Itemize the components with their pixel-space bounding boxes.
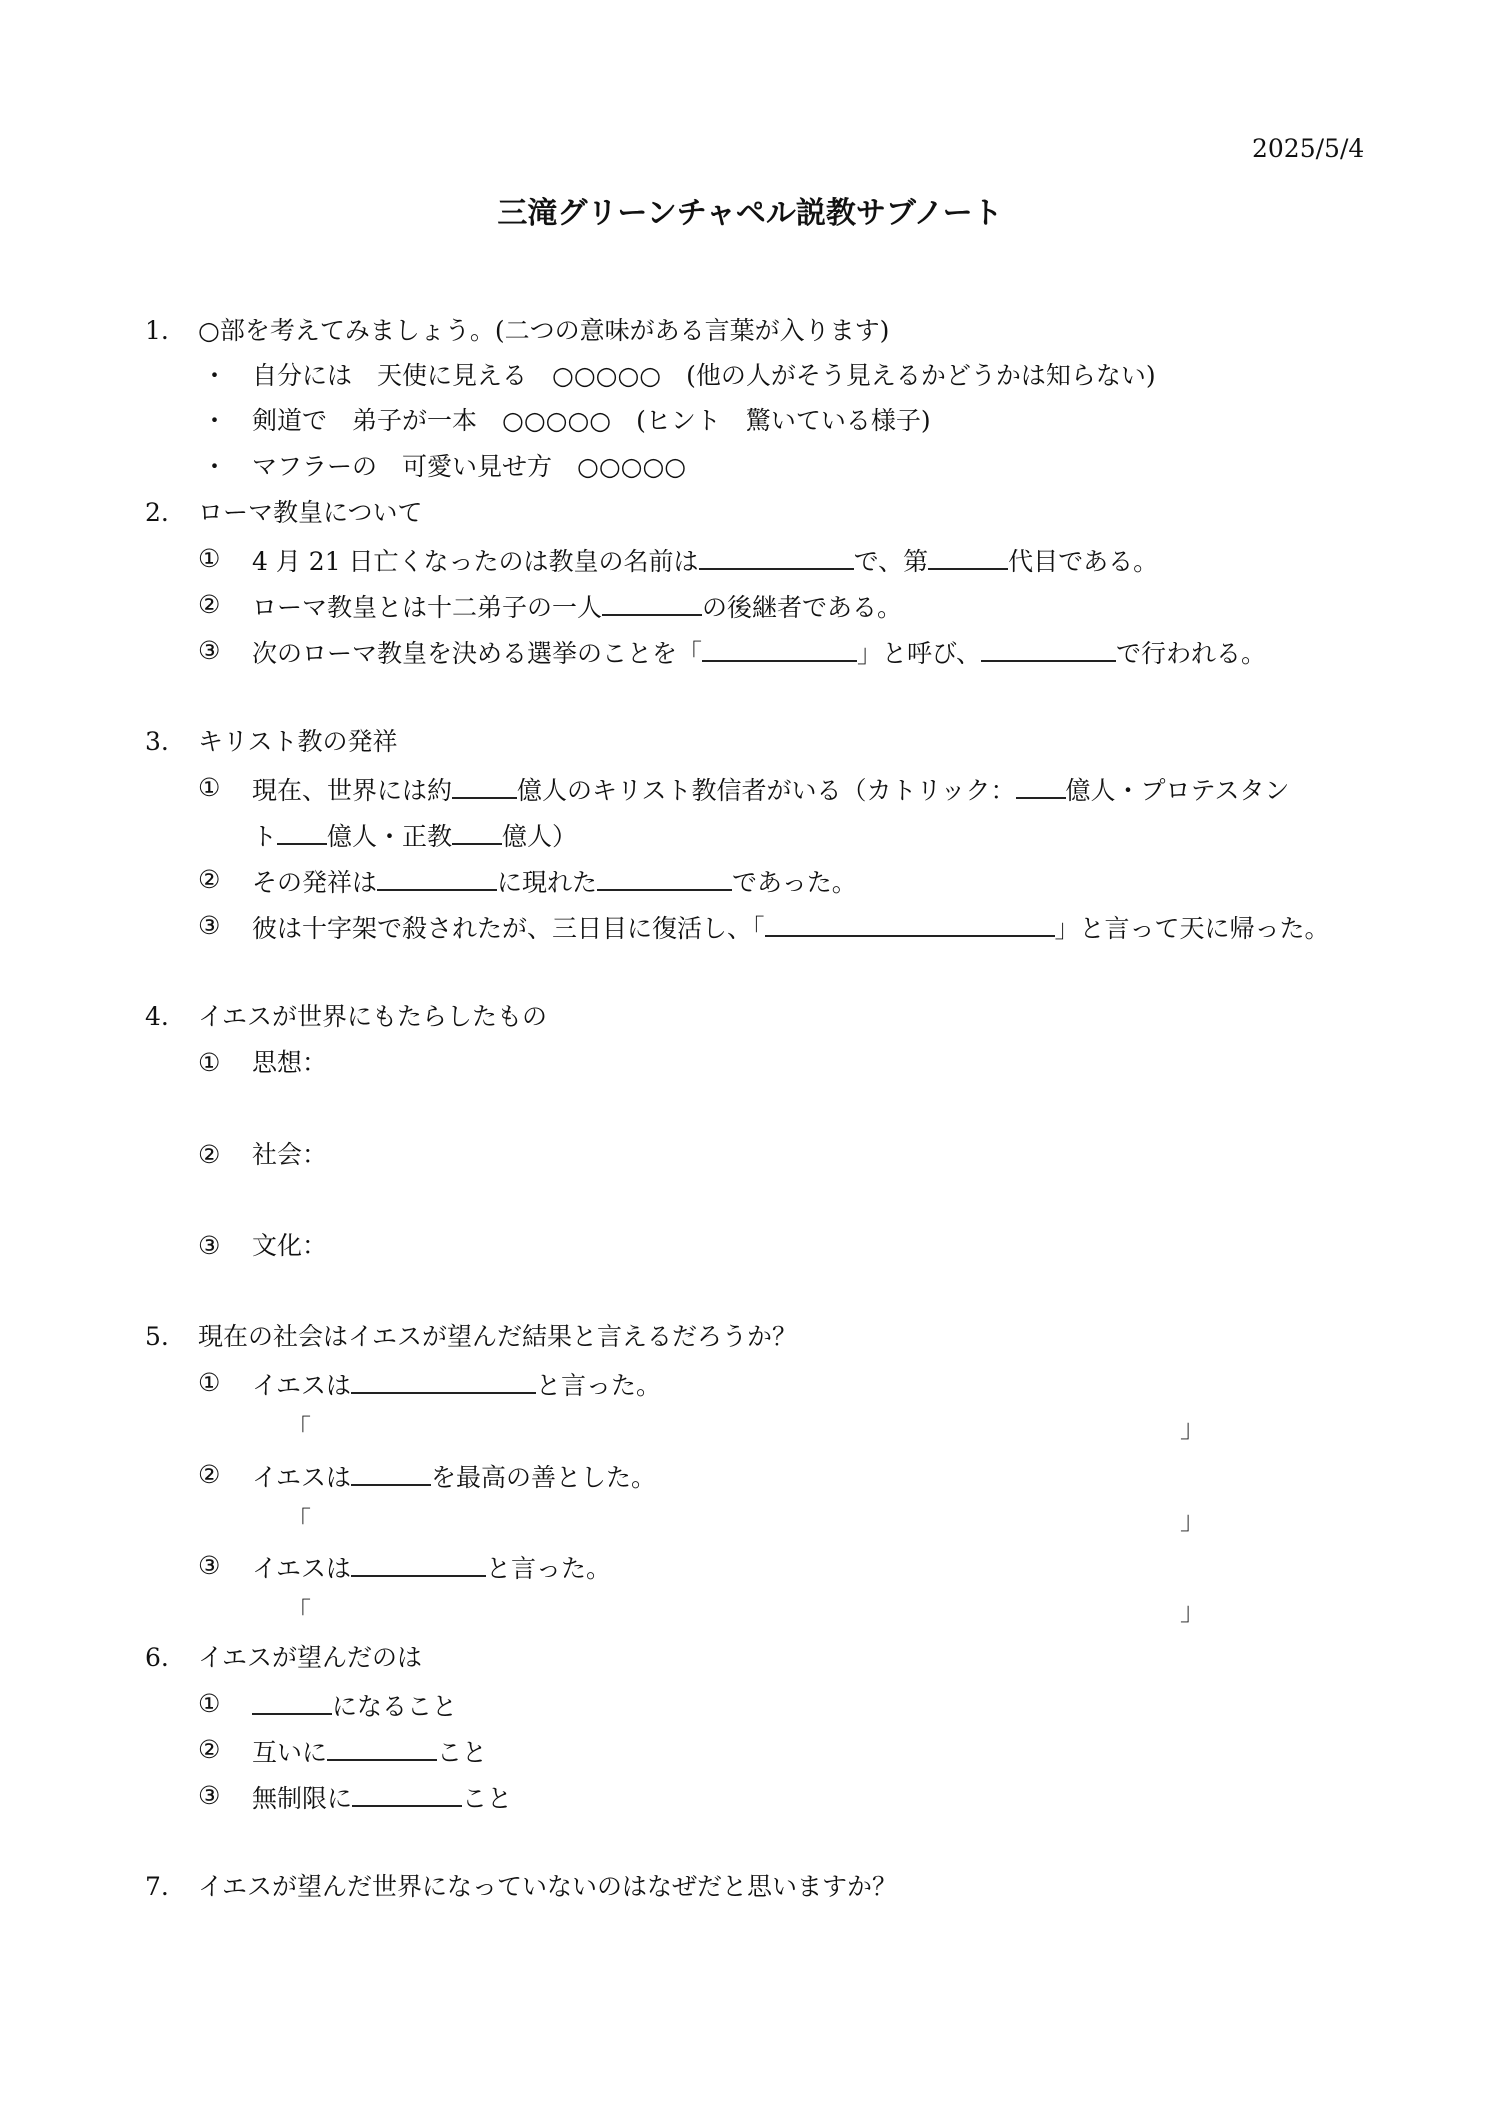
answer-blank[interactable] xyxy=(928,542,1008,570)
answer-blank[interactable] xyxy=(597,863,732,891)
answer-blank[interactable] xyxy=(352,1779,462,1807)
q2-item-2-mark: ② xyxy=(198,590,221,619)
answer-blank[interactable] xyxy=(351,1549,486,1577)
q2-item-2: ローマ教皇とは十二弟子の一人 の後継者である。 xyxy=(252,588,902,625)
quote-open: 「 xyxy=(286,1414,312,1443)
q6-item-3: 無制限に こと xyxy=(252,1779,512,1816)
q3-item-2-mark: ② xyxy=(198,865,221,894)
q5-item-1: イエスは と言った。 xyxy=(252,1366,661,1403)
answer-blank[interactable] xyxy=(981,634,1116,662)
q3-item-1-cont: ト 億人・正教 億人） xyxy=(252,817,577,854)
q2-item-3-mark: ③ xyxy=(198,636,221,665)
q1-item-3: マフラーの 可愛い見せ方 ○○○○○ xyxy=(252,452,687,481)
answer-blank[interactable] xyxy=(452,771,517,799)
q5-item-2: イエスは を最高の善とした。 xyxy=(252,1458,656,1495)
q6-item-2: 互いに こと xyxy=(252,1733,487,1770)
q2-item-1: 4 月 21 日亡くなったのは教皇の名前は で、第 代目である。 xyxy=(252,542,1158,579)
q5-item-1-mark: ① xyxy=(198,1368,221,1397)
q2-item-1-mark: ① xyxy=(198,544,221,573)
q5-heading: 現在の社会はイエスが望んだ結果と言えるだろうか？ xyxy=(198,1322,798,1351)
quote-open: 「 xyxy=(286,1506,312,1535)
q6-item-2-mark: ② xyxy=(198,1735,221,1764)
quote-close: 」 xyxy=(1180,1597,1206,1626)
answer-blank[interactable] xyxy=(452,817,502,845)
q4-item-1-label: 思想： xyxy=(252,1048,328,1077)
answer-blank[interactable] xyxy=(351,1366,536,1394)
quote-open: 「 xyxy=(286,1597,312,1626)
q6-item-1: になること xyxy=(252,1687,457,1724)
q3-heading: キリスト教の発祥 xyxy=(198,727,398,756)
q3-item-3: 彼は十字架で殺されたが、三日目に復活し、「 」と言って天に帰った。 xyxy=(252,909,1330,946)
quote-close: 」 xyxy=(1180,1506,1206,1535)
q7-heading: イエスが望んだ世界になっていないのはなぜだと思いますか？ xyxy=(198,1872,898,1901)
answer-blank[interactable] xyxy=(351,1458,431,1486)
answer-blank[interactable] xyxy=(1016,771,1066,799)
q6-item-1-mark: ① xyxy=(198,1689,221,1718)
answer-blank[interactable] xyxy=(327,1733,437,1761)
q1-item-1: 自分には 天使に見える ○○○○○ (他の人がそう見えるかどうかは知らない) xyxy=(252,361,1156,390)
answer-blank[interactable] xyxy=(252,1687,332,1715)
q4-item-3-label: 文化： xyxy=(252,1231,328,1260)
q5-item-3: イエスは と言った。 xyxy=(252,1549,611,1586)
q5-number: 5. xyxy=(145,1322,169,1351)
q1-bullet: ・ xyxy=(202,361,228,390)
q3-item-2: その発祥は に現れた であった。 xyxy=(252,863,857,900)
q3-item-3-mark: ③ xyxy=(198,911,221,940)
q1-item-2: 剣道で 弟子が一本 ○○○○○ (ヒント 驚いている様子) xyxy=(252,406,931,435)
answer-blank[interactable] xyxy=(277,817,327,845)
q6-heading: イエスが望んだのは xyxy=(198,1643,423,1672)
q2-heading: ローマ教皇について xyxy=(198,498,423,527)
q4-heading: イエスが世界にもたらしたもの xyxy=(198,1002,548,1031)
answer-blank[interactable] xyxy=(765,909,1055,937)
q4-number: 4. xyxy=(145,1002,169,1031)
q5-item-2-mark: ② xyxy=(198,1460,221,1489)
q2-item-3: 次のローマ教皇を決める選挙のことを「 」と呼び、 で行われる。 xyxy=(252,634,1266,671)
answer-blank[interactable] xyxy=(377,863,497,891)
answer-blank[interactable] xyxy=(702,634,857,662)
q2-number: 2. xyxy=(145,498,169,527)
q3-item-1-mark: ① xyxy=(198,773,221,802)
quote-close: 」 xyxy=(1180,1414,1206,1443)
page-title: 三滝グリーンチャペル説教サブノート xyxy=(497,196,1003,231)
q3-number: 3. xyxy=(145,727,169,756)
q4-item-2-mark: ② xyxy=(198,1140,221,1169)
answer-blank[interactable] xyxy=(602,588,702,616)
q7-number: 7. xyxy=(145,1872,169,1901)
q6-item-3-mark: ③ xyxy=(198,1781,221,1810)
document-date: 2025/5/4 xyxy=(1252,134,1365,163)
q4-item-3-mark: ③ xyxy=(198,1231,221,1260)
q3-item-1: 現在、世界には約 億人のキリスト教信者がいる（カトリック： 億人・プロテスタン xyxy=(252,771,1290,808)
q6-number: 6. xyxy=(145,1643,169,1672)
q1-heading: ○部を考えてみましょう。(二つの意味がある言葉が入ります) xyxy=(198,316,890,345)
q4-item-1-mark: ① xyxy=(198,1048,221,1077)
q1-bullet: ・ xyxy=(202,452,228,481)
q4-item-2-label: 社会： xyxy=(252,1140,328,1169)
answer-blank[interactable] xyxy=(699,542,854,570)
q1-number: 1. xyxy=(145,316,169,345)
q5-item-3-mark: ③ xyxy=(198,1551,221,1580)
q1-bullet: ・ xyxy=(202,406,228,435)
